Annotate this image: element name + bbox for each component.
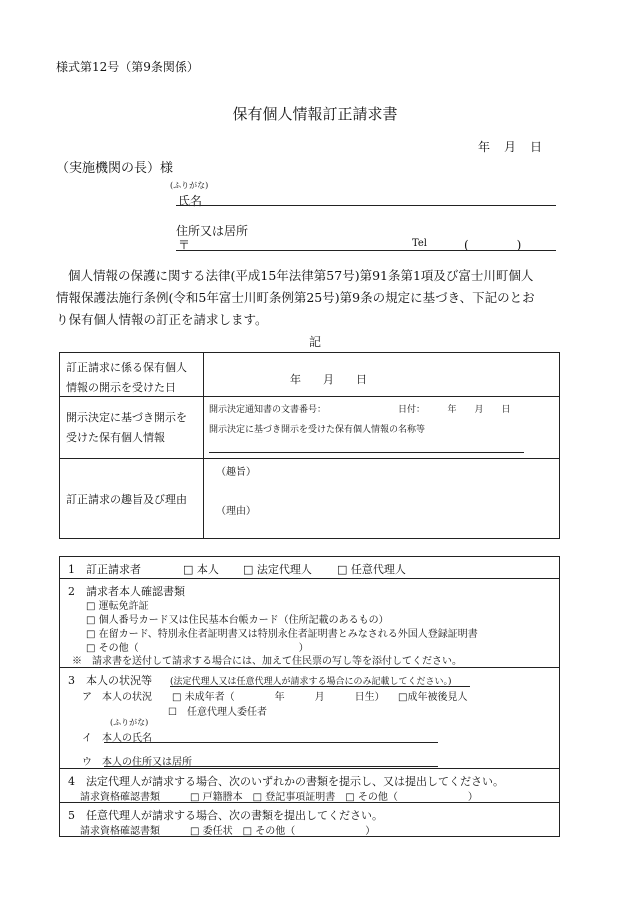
s3-furigana: (ふりがな) [110, 718, 149, 727]
name-label: 氏名 [178, 194, 203, 208]
s3-a-label: ア 本人の状況 [82, 692, 152, 703]
s5-docs-options[interactable]: □ 委任状 □ その他（ ） [190, 826, 376, 837]
s3-note: (法定代理人又は任意代理人が請求する場合にのみ記載してください。) [170, 677, 452, 687]
address-field[interactable] [176, 250, 556, 251]
s2-item-mynumber-card[interactable]: □ 個人番号カード又は住民基本台帳カード（住所記載のあるもの） [86, 615, 389, 626]
disclosed-info-name-field[interactable] [209, 452, 524, 453]
s2-item-drivers-license[interactable]: □ 運転免許証 [86, 601, 149, 612]
s4-legal-agent-label: 4 法定代理人が請求する場合、次のいずれかの書類を提示し、又は提出してください。 [68, 775, 504, 788]
intro-line-2: 情報保護法施行条例(令和5年富士川町条例第25号)第9条の規定に基づき、下記のとお [56, 290, 535, 305]
tel-paren: ( ) [464, 238, 522, 252]
tel-label: Tel [412, 238, 428, 249]
s3-u-address-label: ウ 本人の住所又は居所 [82, 757, 192, 768]
disclosed-info-name-label: 開示決定に基づき開示を受けた保有個人情報の名称等 [209, 425, 426, 435]
date-line: 年 月 日 [478, 140, 544, 154]
purpose-field[interactable]: （趣旨） [216, 467, 256, 478]
s1-option-legal-agent[interactable]: □ 法定代理人 [243, 563, 312, 576]
s3-name-field[interactable] [104, 742, 438, 743]
addressee: （実施機関の長）様 [56, 161, 174, 176]
s2-id-docs-label: 2 請求者本人確認書類 [68, 585, 185, 598]
ki-mark: 記 [308, 335, 321, 349]
purpose-reason-label: 訂正請求の趣旨及び理由 [66, 493, 187, 506]
disclosed-info-label: 開示決定に基づき開示を 受けた保有個人情報 [66, 411, 187, 444]
notice-date-field[interactable]: 日付： 年 月 日 [398, 405, 511, 415]
page-title: 保有個人情報訂正請求書 [232, 105, 398, 123]
s2-item-other[interactable]: □ その他（ ） [86, 643, 309, 654]
disclosure-date-field[interactable]: 年 月 日 [290, 373, 367, 386]
s1-requester-label: 1 訂正請求者 [68, 563, 141, 576]
s3-option-adult-ward[interactable]: □成年被後見人 [398, 692, 468, 703]
intro-paragraph [56, 265, 576, 331]
s5-docs-label: 請求資格確認書類 [80, 826, 160, 837]
reason-field[interactable]: （理由） [216, 506, 256, 517]
address-label: 住所又は居所 [176, 224, 249, 238]
disclosure-date-label: 訂正請求に係る保有個人 情報の開示を受けた日 [66, 361, 187, 394]
intro-line-3: り保有個人情報の訂正を請求します。 [56, 312, 268, 327]
s2-item-residence-card[interactable]: □ 在留カード、特別永住者証明書又は特別永住者証明書とみなされる外国人登録証明書 [86, 629, 478, 640]
s3-option-voluntary-principal[interactable]: ☐ 任意代理人委任者 [168, 707, 267, 718]
s4-docs-options[interactable]: □ 戸籍謄本 □ 登記事項証明書 □ その他（ ） [190, 792, 478, 803]
name-field[interactable] [176, 205, 556, 206]
furigana-label: (ふりがな) [170, 181, 209, 190]
postal-mark: 〒 [178, 238, 191, 252]
s2-note: ※ 請求書を送付して請求する場合には、加えて住民票の写し等を添付してください。 [72, 656, 462, 667]
s3-option-minor[interactable]: □ 未成年者（ 年 月 日生） [172, 692, 385, 703]
document-number-field[interactable]: 開示決定通知書の文書番号： [209, 405, 327, 415]
form-number: 様式第12号（第9条関係） [56, 60, 199, 74]
intro-line-1: 個人情報の保護に関する法律(平成15年法律第57号)第91条第1項及び富士川町個人 [68, 268, 534, 283]
s1-option-self[interactable]: □ 本人 [183, 563, 219, 576]
s4-docs-label: 請求資格確認書類 [80, 792, 160, 803]
s5-voluntary-agent-label: 5 任意代理人が請求する場合、次の書類を提出してください。 [68, 809, 383, 822]
s3-address-field[interactable] [104, 766, 438, 767]
s3-status-label: 3 本人の状況等 [68, 674, 152, 687]
s1-option-voluntary-agent[interactable]: □ 任意代理人 [337, 563, 406, 576]
s3-i-name-label: イ 本人の氏名 [82, 733, 152, 744]
